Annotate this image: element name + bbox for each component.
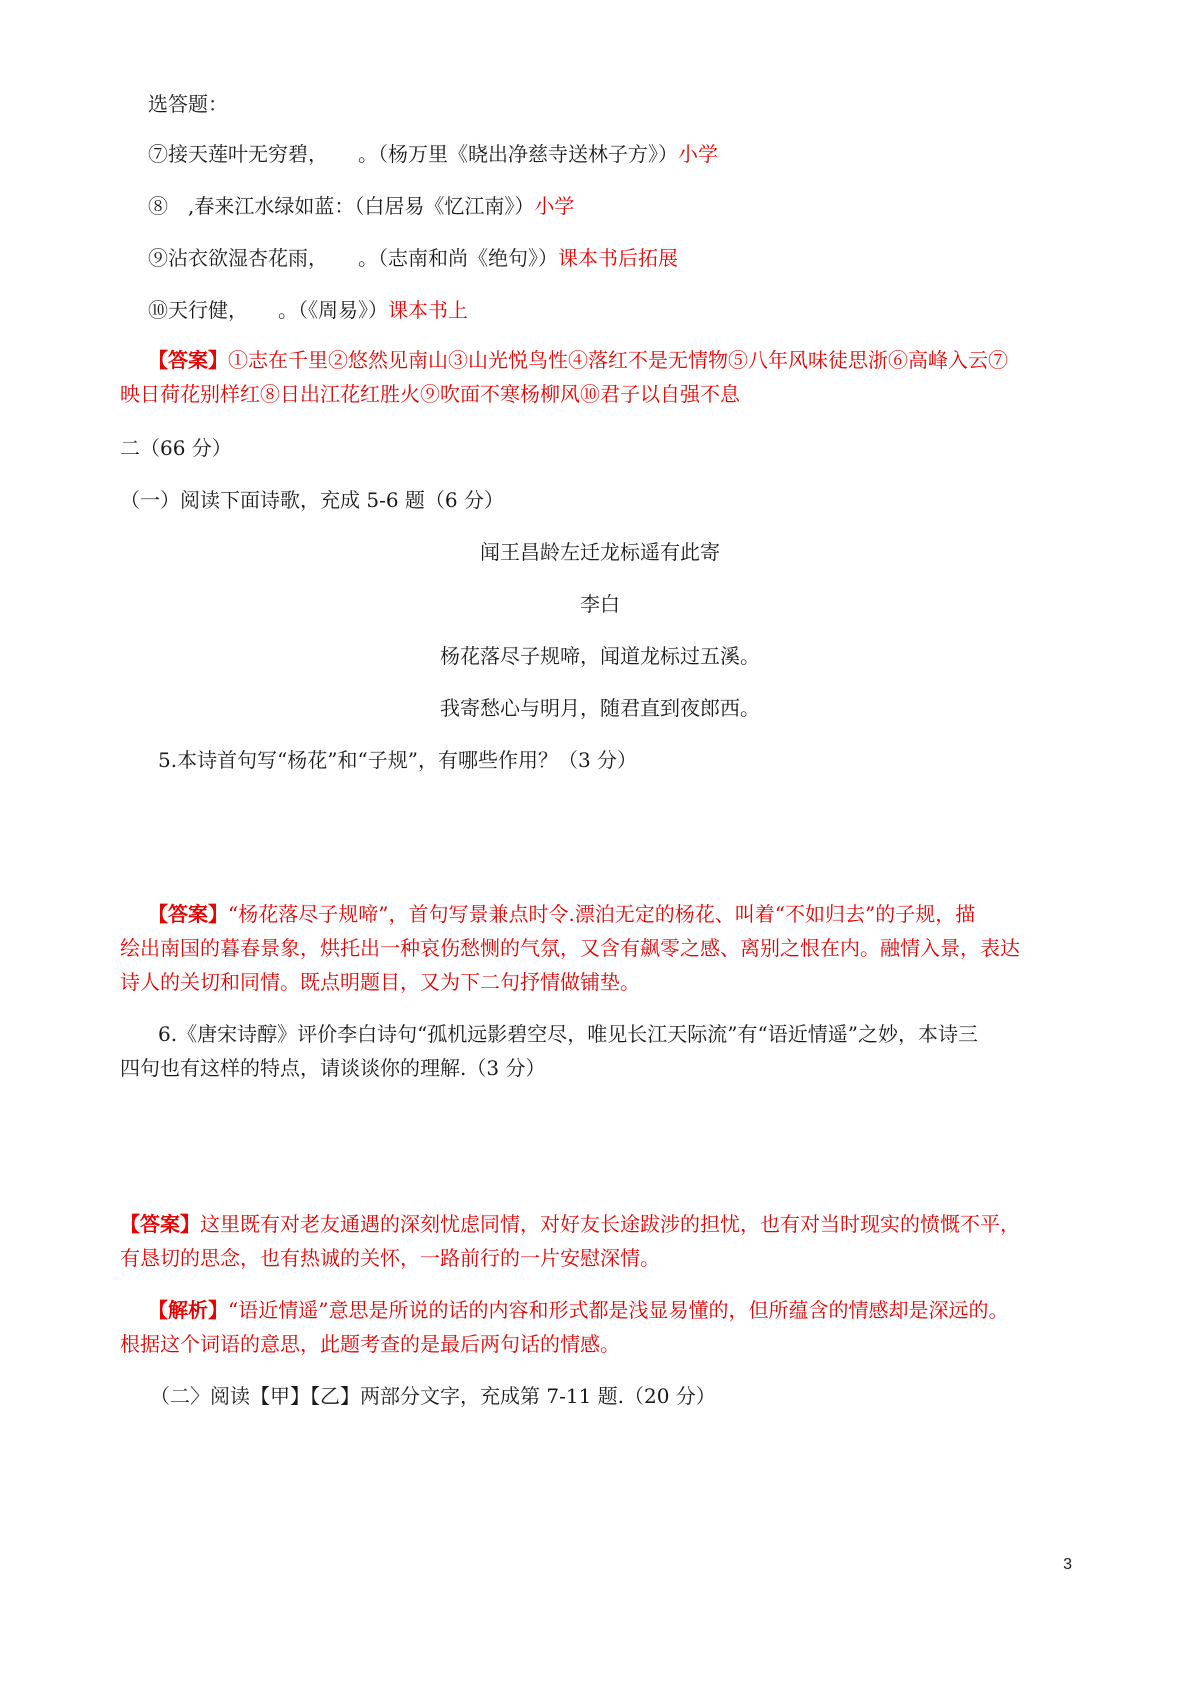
- analysis-label: 【解析】: [148, 1298, 228, 1322]
- poem-line-1: 杨花落尽子规啼，闻道龙标过五溪。: [440, 644, 760, 668]
- answer-6-line2: 有恳切的思念，也有热诚的关怀，一路前行的一片安慰深情。: [120, 1246, 660, 1270]
- fill-item-text: ⑩天行健， 。（《周易》）: [148, 298, 388, 322]
- poem-title: 闻王昌龄左迁龙标遥有此寄: [480, 540, 720, 564]
- subsection-heading-2: （二〉阅读【甲】【乙】两部分文字，充成第 7-11 题.（20 分）: [150, 1384, 716, 1408]
- fill-item-tag: 课本书后拓展: [558, 246, 678, 270]
- instruction-line: 选答题：: [148, 92, 228, 116]
- poem-author: 李白: [580, 592, 620, 616]
- fill-item-text: ⑧ ,春来江水绿如蓝：（白居易《忆江南》）: [148, 194, 535, 218]
- answer-label: 【答案】: [120, 1212, 200, 1236]
- answer-6-line1: [120, 1210, 1020, 1238]
- answer-text: 这里既有对老友通遇的深刻忧虑同情，对好友长途跋涉的担忧，也有对当时现实的愤慨不平，: [200, 1212, 1020, 1236]
- answer-5-line1: [148, 900, 975, 928]
- answer-5-line2: 绘出南国的暮春景象，烘托出一种哀伤愁恻的气氛，又含有飙零之感、离别之恨在内。融情入景，表达: [120, 936, 1020, 960]
- subsection-heading-1: （一）阅读下面诗歌，充成 5-6 题（6 分）: [120, 488, 505, 512]
- question-6-line2: 四句也有这样的特点，请谈谈你的理解.（3 分）: [120, 1056, 546, 1080]
- answer-block-1-line1: [148, 346, 1008, 374]
- fill-item-7: [148, 140, 718, 168]
- answer-5-line3: 诗人的关切和同情。既点明题目，又为下二句抒情做铺垫。: [120, 970, 640, 994]
- fill-item-text: ⑨沾衣欲湿杏花雨， 。（志南和尚《绝句》）: [148, 246, 558, 270]
- poem-line-2: 我寄愁心与明月，随君直到夜郎西。: [440, 696, 760, 720]
- fill-item-tag: 小学: [678, 142, 718, 166]
- section-heading: 二（66 分）: [120, 436, 232, 460]
- fill-item-tag: 课本书上: [388, 298, 468, 322]
- fill-item-9: [148, 244, 678, 272]
- fill-item-tag: 小学: [534, 194, 575, 218]
- answer-text: “杨花落尽子规啼”，首句写景兼点时令.漂泊无定的杨花、叫着“不如归去”的子规，描: [228, 902, 976, 926]
- question-5: 5.本诗首句写“杨花”和“子规”，有哪些作用？（3 分）: [158, 748, 638, 772]
- answer-text: ①志在千里②悠然见南山③山光悦鸟性④落红不是无情物⑤八年风味徒思浙⑥高峰入云⑦: [228, 348, 1008, 372]
- answer-label: 【答案】: [148, 348, 228, 372]
- fill-item-10: [148, 296, 468, 324]
- answer-block-1-line2: 映日荷花别样红⑧日出江花红胜火⑨吹面不寒杨柳风⑩君子以自强不息: [120, 382, 740, 406]
- fill-item-text: ⑦接天莲叶无穷碧， 。（杨万里《晓出净慈寺送林子方》）: [148, 142, 678, 166]
- page-number: 3: [1063, 1556, 1072, 1573]
- analysis-6-line2: 根据这个词语的意思，此题考查的是最后两句话的情感。: [120, 1332, 620, 1356]
- answer-label: 【答案】: [148, 902, 228, 926]
- fill-item-8: [148, 192, 574, 220]
- question-6-line1: 6.《唐宋诗醇》评价李白诗句“孤机远影碧空尽，唯见长江天际流”有“语近情遥”之妙，本诗三: [158, 1022, 978, 1046]
- analysis-6-line1: [148, 1296, 1008, 1324]
- analysis-text: “语近情遥”意思是所说的话的内容和形式都是浅显易懂的，但所蕴含的情感却是深远的。: [228, 1298, 1009, 1322]
